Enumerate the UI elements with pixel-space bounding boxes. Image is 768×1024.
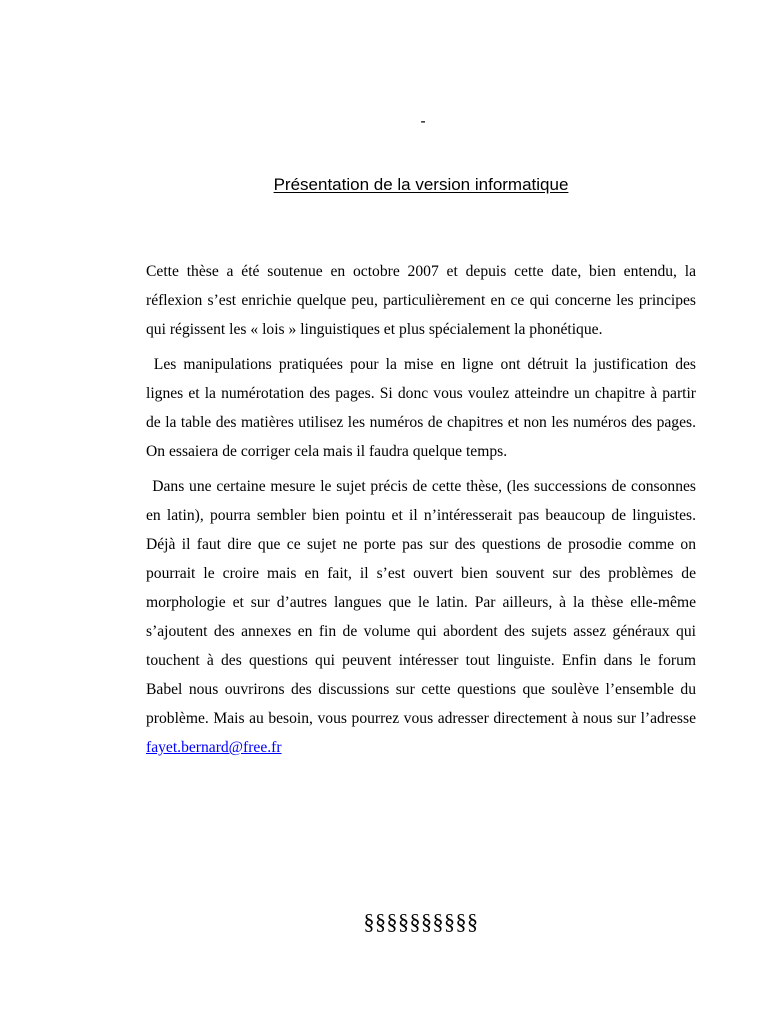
top-dash-mark: - xyxy=(420,113,426,130)
closing-section-signs: §§§§§§§§§§ xyxy=(363,909,479,934)
paragraph-thesis-scope xyxy=(146,472,696,762)
document-body xyxy=(146,257,696,768)
contact-email-link[interactable]: fayet.bernard@free.fr xyxy=(146,739,282,756)
paragraph-thesis-scope-text: Dans une certaine mesure le sujet précis de cette thèse, (les successions de consonnes en latin), pourra sembler bien pointu et il n’intéresserait pas beaucoup de linguistes. Déjà il faut dire que ce sujet ne porte pas sur des questions de prosodie comme on pourrait le croire mais en fait, il s’est ouvert bien souvent sur des problèmes de morphologie et sur d’autres langues que le latin. Par ailleurs, à la thèse elle-même s’ajoutent des annexes en fin de volume qui abordent des sujets assez généraux qui touchent à des questions qui peuvent intéresser tout linguiste. Enfin dans le forum Babel nous ouvrirons des discussions sur cette questions que soulève l’ensemble du problème. Mais au besoin, vous pourrez vous adresser directement à nous sur l’adresse xyxy=(146,478,696,727)
paragraph-thesis-defense: Cette thèse a été soutenue en octobre 2007 et depuis cette date, bien entendu, la réflexion s’est enrichie quelque peu, particulièrement en ce qui concerne les principes qui régissent les « lois » linguistiques et plus spécialement la phonétique. xyxy=(146,263,696,338)
page-title: Présentation de la version informatique xyxy=(273,175,569,194)
paragraph-online-formatting: Les manipulations pratiquées pour la mise en ligne ont détruit la justification des lignes et la numérotation des pages. Si donc vous voulez atteindre un chapitre à partir de la table des matières utilisez les numéros de chapitres et non les numéros des pages. On essaiera de corriger cela mais il faudra quelque temps. xyxy=(146,356,696,460)
